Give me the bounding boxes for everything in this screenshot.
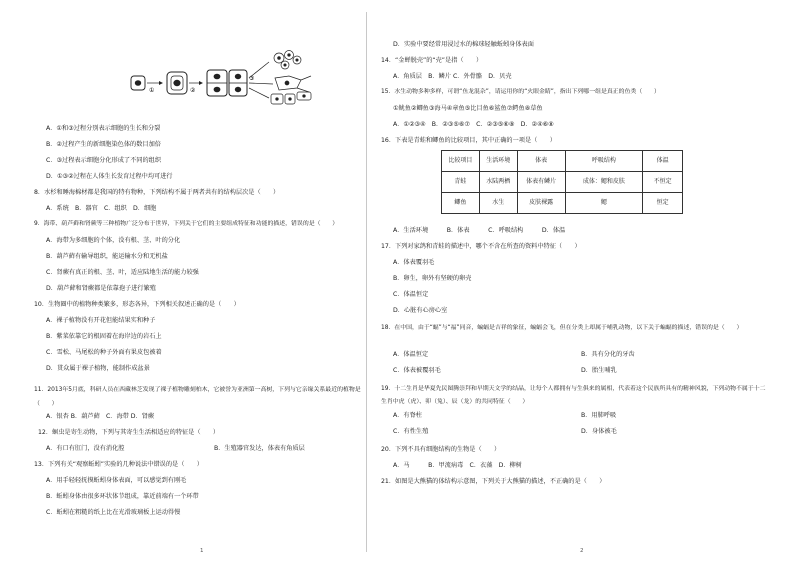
table-cell: 水生 [479, 193, 517, 214]
q10-option-d: D．贯众属于裸子植物，能制作成盆景 [46, 365, 150, 372]
table-cell: 成体：鳃和皮肤 [565, 172, 643, 193]
q10-stem: 10．生物圈中的植物种类繁多，形态各异，下列相关叙述正确的是（ ） [34, 301, 240, 308]
table-header-cell: 体表 [517, 151, 565, 172]
q13-option-d: D．实验中要经常用浸过水的棉球轻触蚯蚓身体表面 [393, 41, 534, 48]
column-divider [366, 12, 367, 552]
q9-option-b: B．葫芦藓有输导组织，能运输水分和无机盐 [46, 253, 168, 260]
tissue-middle [275, 76, 311, 92]
q14-stem: 14．“金蝉脱壳”的“壳”是指（ ） [381, 57, 483, 64]
table-header-cell: 体温 [643, 151, 683, 172]
q17-option-d: D．心脏有心房心室 [393, 307, 448, 314]
tissue-bottom [271, 92, 311, 104]
q8-stem: 8．水杉和睡海棉材都是我国的特有物种，下列结构不属于两者共有的结构层次是（ ） [34, 189, 280, 196]
q13-option-a: A．用手轻轻抚摸蚯蚓身体表面，可以感觉到有刚毛 [46, 477, 187, 484]
q18-option-b: B．具有分化的牙齿 [581, 351, 635, 358]
table-header-cell: 比较项目 [442, 151, 480, 172]
q9-option-c: C．肾蕨有真正的根、茎、叶，适应陆地生活的能力较强 [46, 269, 199, 276]
page-number-left: 1 [200, 548, 204, 554]
step-3-label: ③ [249, 75, 255, 82]
step-2-label: ② [190, 87, 196, 94]
q19-stem: 19．十二生肖是华夏先民图腾崇拜和早期天文学的结晶，让每个人都拥有与生俱来的属相，代表着这个民族所具有的精神风貌，下列动物不属于十二生肖中虎（虎）、卯（兔）、辰（龙）的共同特征（ ） [381, 386, 766, 405]
tissue-top [274, 51, 301, 70]
q15-options: A．①②③④ B．②③⑤⑥⑦ C．②③⑤⑥⑧ D．②④⑥⑧ [393, 121, 554, 128]
table-header-cell: 呼吸结构 [565, 151, 643, 172]
q20-stem: 20．下列不具有细胞结构的生物是（ ） [381, 446, 501, 453]
comparison-table [441, 150, 683, 214]
q15-stem: 15．水生动物多种多样，可谓“鱼龙混杂”，请运用你的“火眼金睛”，指出下列哪一组是真正的鱼类（ ） [381, 89, 660, 95]
q7-option-a: A．①和③过程分别表示细胞的生长和分裂 [46, 125, 161, 132]
q13-option-c: C．蚯蚓在粗糙的纸上比在光滑玻璃板上运动得慢 [46, 509, 181, 516]
q17-option-c: C．体温恒定 [393, 291, 429, 298]
q7-option-d: D．①③②过程在人体生长发育过程中均可进行 [46, 173, 173, 180]
q10-option-a: A．裸子植物没有开花但能结果实和种子 [46, 317, 156, 324]
q7-option-c: C．③过程表示细胞分化形成了不同的组织 [46, 157, 162, 164]
page-number-right: 2 [580, 548, 584, 554]
q18-stem: 18．在中国，由于“蝠”与“福”同音，蝙蝠是吉祥的象征，蝙蝠会飞，但在分类上却属于哺乳动物，以下关于蝙蝠的描述，错误的是（ ） [381, 325, 743, 331]
q9-option-a: A．海带为多细胞的个体，没有根、茎、叶的分化 [46, 237, 181, 244]
q12-option-b: B．生殖器官发达，体表有角质层 [214, 445, 305, 452]
table-row [442, 172, 683, 193]
q9-option-d: D．葫芦藓和肾蕨都是依靠孢子进行繁殖 [46, 285, 156, 292]
q18-option-c: C．体表被覆羽毛 [393, 367, 441, 374]
q20-options: A．马 B．甲流病毒 C．衣藻 D．柳树 [393, 462, 522, 469]
q13-stem: 13．下列有关“观察蚯蚓”实验的几种说法中错误的是（ ） [34, 461, 203, 468]
q16-stem: 16．下表是青蛙和鲫鱼的比较项目，其中正确的一项是（ ） [381, 137, 556, 144]
table-header-cell: 生活环境 [479, 151, 517, 172]
step-1-label: ① [149, 87, 155, 94]
cell-division-diagram [129, 48, 329, 110]
q8-options: A．系统 B．器官 C．组织 D．细胞 [46, 205, 157, 212]
q10-option-b: B．紫菜依靠它的根固着在海岸边的岩石上 [46, 333, 162, 340]
q7-option-b: B．②过程产生的新细胞染色体的数目加倍 [46, 141, 161, 148]
table-cell: 皮肤裸露 [517, 193, 565, 214]
table-cell: 不恒定 [643, 172, 683, 193]
q13-option-b: B．蚯蚓身体由很多环状体节组成，靠近前端有一个环带 [46, 493, 199, 500]
q12-stem: 12．蛔虫是寄生动物，下列与其寄生生活相适应的特征是（ ） [38, 429, 220, 436]
table-cell: 恒定 [643, 193, 683, 214]
q19-option-a: A．有脊柱 [393, 412, 422, 419]
q11-options: A．银杏 B．葫芦藓 C．海带 D．肾蕨 [46, 413, 155, 420]
q18-option-a: A．体温恒定 [393, 351, 429, 358]
table-cell: 水陆两栖 [479, 172, 517, 193]
q14-options: A．角质层 B．鳞片 C．外骨骼 D．贝壳 [393, 73, 512, 80]
table-cell: 鲫鱼 [442, 193, 480, 214]
q17-option-a: A．体表覆羽毛 [393, 259, 435, 266]
table-cell: 体表有鳞片 [517, 172, 565, 193]
table-cell: 青蛙 [442, 172, 480, 193]
q16-options: A．生活环境 B．体表 C．呼吸结构 D．体温 [393, 227, 566, 234]
table-cell: 鳃 [565, 193, 643, 214]
q19-option-b: B．用肺呼吸 [581, 412, 617, 419]
q11-stem: 11．2013年5月底，科研人员在西藏林芝发现了裸子植物雕刻柏木，它被誉为亚洲第一高树，下列与它亲缘关系最近的植物是（ ） [34, 387, 361, 407]
q17-option-b: B．卵生，卵外有坚硬的卵壳 [393, 275, 472, 282]
q18-option-d: D．胎生哺乳 [581, 367, 617, 374]
table-header-row [442, 151, 683, 172]
q9-stem: 9．海带、葫芦藓和肾蕨等三种植物广泛分布于世界，下列关于它们的主要组成特征和功能的描述，错误的是（ ） [34, 221, 339, 227]
q17-stem: 17．下列对家鸽和青蛙的描述中，哪个不含在所查的资料中特征（ ） [381, 243, 581, 250]
q19-option-c: C．有性生殖 [393, 428, 429, 435]
q15-items: ①鱿鱼②鲫鱼③海马④章鱼⑤比目鱼⑥鲨鱼⑦鳄鱼⑧草鱼 [393, 105, 543, 112]
q21-stem: 21．如图是大熊猫的体结构示意图，下列关于大熊猫的描述，不正确的是（ ） [381, 478, 606, 485]
q12-option-a: A．有口有肛门，没有消化腔 [46, 445, 125, 452]
q10-option-c: C．雪松、马尾松的种子外面有果皮包被着 [46, 349, 162, 356]
q19-option-d: D．身体被毛 [581, 428, 617, 435]
table-row [442, 193, 683, 214]
